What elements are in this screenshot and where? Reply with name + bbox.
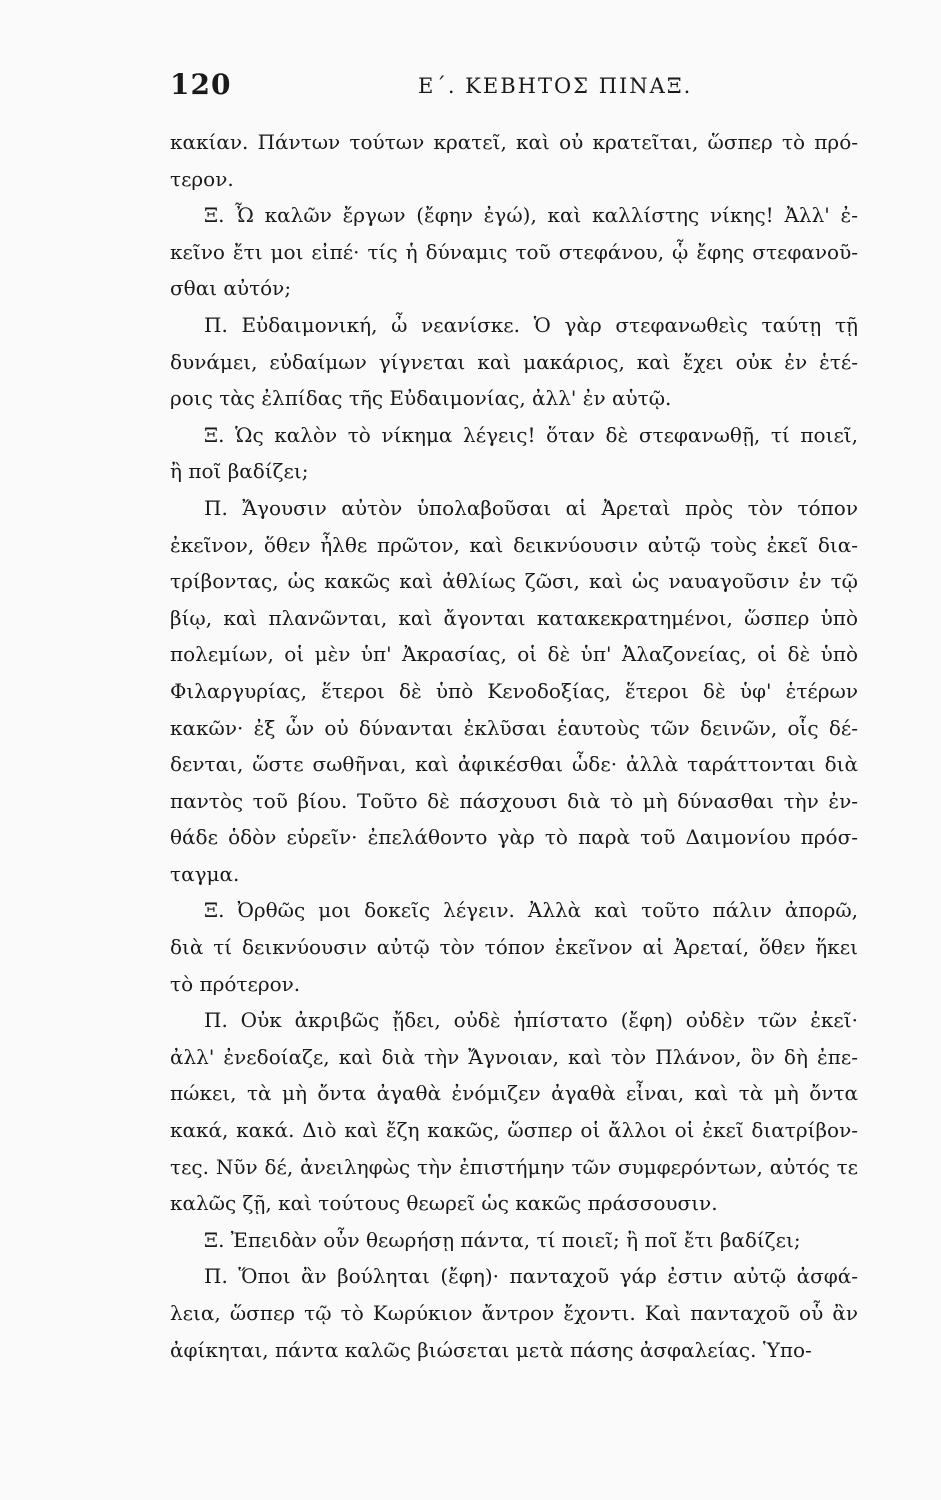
text-line: θάδε ὁδὸν εὑρεῖν· ἐπελάθοντο γὰρ τὸ παρὰ τοῦ Δαιμονίου πρόσ- xyxy=(170,825,858,850)
text-line: πώκει, τὰ μὴ ὄντα ἀγαθὰ ἐνόμιζεν ἀγαθὰ εἶναι, καὶ τὰ μὴ ὄντα xyxy=(170,1081,858,1106)
text-line: ταγμα. xyxy=(170,861,240,886)
paragraph xyxy=(170,1258,858,1368)
running-title: Ε΄. ΚΕΒΗΤΟΣ ΠΙΝΑΞ. xyxy=(418,74,693,98)
text-line: κεῖνο ἔτι μοι εἰπέ· τίς ἡ δύναμις τοῦ στεφάνου, ᾧ ἔφης στεφανοῦ- xyxy=(170,239,858,264)
text-line: τερον. xyxy=(170,166,234,191)
text-line: Π. Ἄγουσιν αὐτὸν ὑπολαβοῦσαι αἱ Ἀρεταὶ πρὸς τὸν τόπον xyxy=(204,495,858,520)
text-line: τρίβοντας, ὡς κακῶς καὶ ἀθλίως ζῶσι, καὶ ὡς ναυαγοῦσιν ἐν τῷ xyxy=(170,569,858,594)
text-line: ἐκεῖνον, ὅθεν ἦλθε πρῶτον, καὶ δεικνύουσιν αὐτῷ τοὺς ἐκεῖ δια- xyxy=(170,532,858,557)
text-line: διὰ τί δεικνύουσιν αὐτῷ τὸν τόπον ἐκεῖνον αἱ Ἀρεταί, ὅθεν ἥκει xyxy=(170,935,858,960)
text-line: τες. Νῦν δέ, ἀνειληφὼς τὴν ἐπιστήμην τῶν συμφερόντων, αὐτός τε xyxy=(170,1154,858,1179)
text-line: Π. Οὐκ ἀκριβῶς ᾔδει, οὐδὲ ἠπίστατο (ἔφη) οὐδὲν τῶν ἐκεῖ· xyxy=(204,1008,858,1033)
text-line: ἀλλ' ἐνεδοίαζε, καὶ διὰ τὴν Ἄγνοιαν, καὶ τὸν Πλάνον, ὃν δὴ ἐπε- xyxy=(170,1044,858,1069)
paragraph xyxy=(170,197,858,307)
text-line: Ξ. Ἐπειδὰν οὖν θεωρήσῃ πάντα, τί ποιεῖ; ἢ ποῖ ἔτι βαδίζει; xyxy=(204,1227,801,1252)
page-number: 120 xyxy=(170,68,232,101)
text-line: παντὸς τοῦ βίου. Τοῦτο δὲ πάσχουσι διὰ τὸ μὴ δύνασθαι τὴν ἐν- xyxy=(170,788,858,813)
text-line: ἀφίκηται, πάντα καλῶς βιώσεται μετὰ πάσης ἀσφαλείας. Ὑπο- xyxy=(170,1337,812,1362)
text-line: Π. Ὅποι ἂν βούληται (ἔφη)· πανταχοῦ γάρ ἐστιν αὐτῷ ἀσφά- xyxy=(204,1264,858,1289)
text-line: Φιλαργυρίας, ἕτεροι δὲ ὑπὸ Κενοδοξίας, ἕτεροι δὲ ὑφ' ἑτέρων xyxy=(170,678,858,703)
paragraph xyxy=(170,490,858,893)
text-line: Ξ. Ὡς καλὸν τὸ νίκημα λέγεις! ὅταν δὲ στεφανωθῇ, τί ποιεῖ, xyxy=(204,422,858,447)
text-line: λεια, ὥσπερ τῷ τὸ Κωρύκιον ἄντρον ἔχοντι. Καὶ πανταχοῦ οὗ ἂν xyxy=(170,1301,858,1325)
page-header xyxy=(170,68,870,108)
text-line: Ξ. Ὦ καλῶν ἔργων (ἔφην ἐγώ), καὶ καλλίστης νίκης! Ἀλλ' ἐ- xyxy=(204,203,858,228)
text-line: πολεμίων, οἱ μὲν ὑπ' Ἀκρασίας, οἱ δὲ ὑπ' Ἀλαζονείας, οἱ δὲ ὑπὸ xyxy=(170,642,858,667)
text-line: βίῳ, καὶ πλανῶνται, καὶ ἄγονται κατακεκρατημένοι, ὥσπερ ὑπὸ xyxy=(170,605,858,630)
text-line: ροις τὰς ἐλπίδας τῆς Εὐδαιμονίας, ἀλλ' ἐν αὑτῷ. xyxy=(170,386,672,411)
body-text xyxy=(170,124,858,1368)
paragraph xyxy=(170,417,858,490)
paragraph xyxy=(170,124,858,197)
text-line: κακά, κακά. Διὸ καὶ ἔζη κακῶς, ὥσπερ οἱ ἄλλοι οἱ ἐκεῖ διατρίβον- xyxy=(170,1118,858,1143)
text-line: καλῶς ζῇ, καὶ τούτους θεωρεῖ ὡς κακῶς πράσσουσιν. xyxy=(170,1191,718,1216)
text-line: σθαι αὐτόν; xyxy=(170,276,292,301)
text-line: δυνάμει, εὐδαίμων γίγνεται καὶ μακάριος, καὶ ἔχει οὐκ ἐν ἑτέ- xyxy=(170,349,858,374)
text-line: κακίαν. Πάντων τούτων κρατεῖ, καὶ οὐ κρατεῖται, ὥσπερ τὸ πρό- xyxy=(170,130,858,154)
text-line: ἢ ποῖ βαδίζει; xyxy=(170,459,309,484)
paragraph xyxy=(170,307,858,417)
text-line: δενται, ὥστε σωθῆναι, καὶ ἀφικέσθαι ὧδε· ἀλλὰ ταράττονται διὰ xyxy=(170,752,858,777)
text-line: Ξ. Ὀρθῶς μοι δοκεῖς λέγειν. Ἀλλὰ καὶ τοῦτο πάλιν ἀπορῶ, xyxy=(204,898,858,923)
paragraph xyxy=(170,892,858,1002)
text-line: τὸ πρότερον. xyxy=(170,971,301,996)
paragraph xyxy=(170,1222,858,1259)
paragraph xyxy=(170,1002,858,1222)
text-line: Π. Εὐδαιμονική, ὦ νεανίσκε. Ὁ γὰρ στεφανωθεὶς ταύτῃ τῇ xyxy=(204,312,858,337)
text-line: κακῶν· ἐξ ὧν οὐ δύνανται ἐκλῦσαι ἑαυτοὺς τῶν δεινῶν, οἷς δέ- xyxy=(170,715,858,740)
